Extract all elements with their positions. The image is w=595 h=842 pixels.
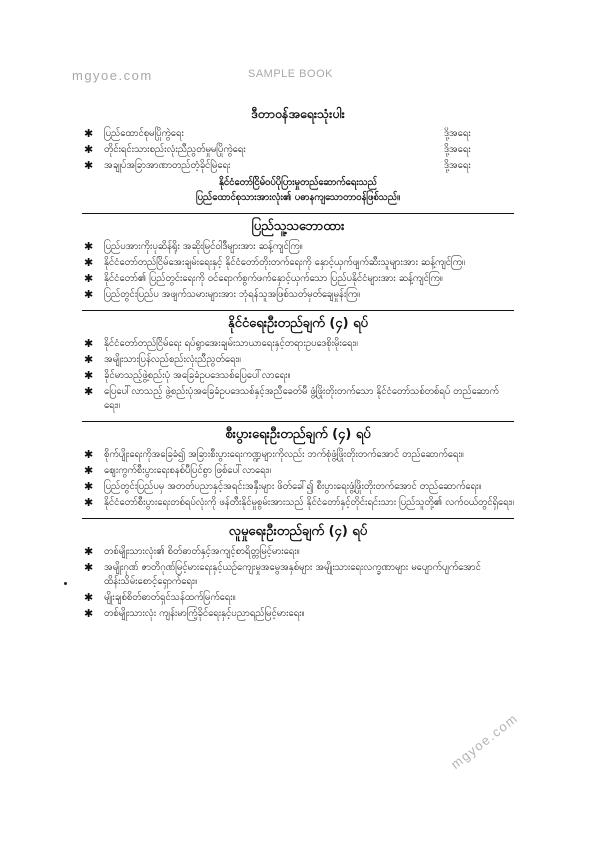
item-text: နိုင်ငံတော်စီးပွားရေးတစ်ရပ်လုံးကို ဖန်တီးနိုင်မှုစွမ်းအားသည် နိုင်ငံတော်နှင့်တိုင်းရင်းသား ပြည်သူတို့၏ လက်ဝယ်တွင်ရှိရေး။: [104, 497, 514, 508]
list-item: [82, 464, 514, 478]
duty-note-line-1: နိုင်ငံတော်ငြိမ်ဝပ်ပိုပြားမှုတည်ဆောက်ရေးသည်: [219, 177, 377, 188]
item-text: ပြည်တွင်းပြည်ပမှ အတတ်ပညာနှင့်အရင်းအနှီးများ ဖိတ်ခေါ်၍ စီးပွားရေးဖွံ့ဖြိုးတိုးတက်အောင် တည်ဆောက်ရေး။: [104, 481, 482, 492]
political-objectives-list: [82, 337, 514, 413]
list-item: [82, 545, 514, 559]
list-item: [82, 272, 514, 286]
item-text: မျိုးချစ်စိတ်ဓာတ်ရှင်သန်ထက်မြက်ရေး။: [104, 592, 236, 603]
stray-dot-mark: [64, 582, 67, 585]
item-text: ပြည်တွင်းပြည်ပ အဖျက်သမားများအား ဘုံရန်သူအဖြစ်သတ်မှတ်ချေမှုန်းကြ။: [104, 289, 361, 300]
item-text: တစ်မျိုးသားလုံး၏ စိတ်ဓာတ်နှင့်အကျင့်စာရိတ္တမြင့်မားရေး။: [104, 546, 300, 557]
list-item: [82, 143, 514, 157]
list-item: [82, 288, 514, 302]
list-item: [82, 369, 514, 383]
item-text: ဈေးကွက်စီးပွားရေးစနစ်ပီပြင်စွာ ဖြစ်ပေါ်လာရေး။: [104, 465, 271, 476]
watermark-site: mgyoe.com: [72, 68, 153, 83]
item-text: ခိုင်မာသည့်ဖွဲ့စည်းပုံ အခြေခံဥပဒေသစ်ပြေပေါ်လာရေး။: [104, 370, 291, 381]
asterisk-bullet-icon: ✱: [84, 127, 94, 140]
asterisk-bullet-icon: ✱: [84, 337, 94, 350]
asterisk-bullet-icon: ✱: [84, 143, 94, 156]
asterisk-bullet-icon: ✱: [84, 607, 94, 620]
list-item: [82, 448, 514, 462]
item-text: ပြေပေါ်လာသည့် ဖွဲ့စည်းပုံအခြေခံဥပဒေသစ်နှင့်အညီခေတ်မီ ဖွံ့ဖြိုးတိုးတက်သော နိုင်ငံတော်သစ်တစ်ရပ် တည်ဆောက်ရေး။: [104, 386, 499, 411]
page-content: [82, 104, 514, 623]
item-text: နိုင်ငံတော်တည်ငြိမ်အေးချမ်းရေးနှင့် နိုင်ငံတော်တိုးတက်ရေးကို နှောင့်ယှက်ဖျက်ဆီးသူများအား ဆန့်ကျင်ကြ။: [104, 257, 465, 268]
item-text: တစ်မျိုးသားလုံး ကျန်းမာကြံ့ခိုင်ရေးနှင့်ပညာရည်မြင့်မားရေး။: [104, 608, 305, 619]
list-item: [82, 256, 514, 270]
watermark-sample-book: SAMPLE BOOK: [248, 68, 333, 80]
item-text: ပြည်ပအားကိုးပုဆိန်ရိုး အဆိုးမြင်ဝါဒီများအား ဆန့်ကျင်ကြ။: [104, 241, 303, 252]
list-item: [82, 385, 514, 413]
section-title-political-objectives: နိုင်ငံရေးဦးတည်ချက် (၄) ရပ်: [82, 310, 514, 334]
section-title-public-opinion: ပြည်သူ့သဘောထား: [82, 213, 514, 237]
list-item: [82, 240, 514, 254]
item-tag: ဒို့အရေး: [444, 128, 471, 139]
item-text: အမျိုးသားပြန်လည်စည်းလုံးညီညွတ်ရေး။: [104, 354, 241, 365]
list-item: [82, 607, 514, 621]
asterisk-bullet-icon: ✱: [84, 272, 94, 285]
item-tag: ဒို့အရေး: [444, 144, 471, 155]
list-item: [82, 127, 514, 141]
list-item: [82, 480, 514, 494]
asterisk-bullet-icon: ✱: [84, 159, 94, 172]
asterisk-bullet-icon: ✱: [84, 256, 94, 269]
asterisk-bullet-icon: ✱: [84, 561, 94, 574]
asterisk-bullet-icon: ✱: [84, 353, 94, 366]
asterisk-bullet-icon: ✱: [84, 480, 94, 493]
list-item: [82, 159, 514, 173]
asterisk-bullet-icon: ✱: [84, 545, 94, 558]
asterisk-bullet-icon: ✱: [84, 496, 94, 509]
item-tag: ဒို့အရေး: [444, 160, 471, 171]
asterisk-bullet-icon: ✱: [84, 288, 94, 301]
asterisk-bullet-icon: ✱: [84, 591, 94, 604]
three-duties-list: [82, 127, 514, 173]
section-title-three-duties: ဒီတာဝန်အရေးသုံးပါး: [251, 106, 345, 121]
social-objectives-list: [82, 545, 514, 621]
public-opinion-list: [82, 240, 514, 302]
list-item: [82, 496, 514, 510]
asterisk-bullet-icon: ✱: [84, 240, 94, 253]
watermark-diagonal: mgyoe.com: [448, 710, 521, 772]
asterisk-bullet-icon: ✱: [84, 464, 94, 477]
section-title-economic-objectives: စီးပွားရေးဦးတည်ချက် (၄) ရပ်: [82, 421, 514, 445]
list-item: [82, 561, 514, 589]
item-text: အချုပ်အခြာအာဏာတည်တံ့ခိုင်မြဲရေး: [104, 160, 231, 171]
list-item: [82, 353, 514, 367]
item-text: ပြည်ထောင်စုမပြိုကွဲရေး: [104, 128, 184, 139]
asterisk-bullet-icon: ✱: [84, 448, 94, 461]
asterisk-bullet-icon: ✱: [84, 369, 94, 382]
item-text: နိုင်ငံတော်တည်ငြိမ်ရေး ရပ်ရွာအေးချမ်းသာယာရေးနှင့်တရားဥပဒေစိုးမိုးရေး။: [104, 338, 358, 349]
asterisk-bullet-icon: ✱: [84, 385, 94, 398]
list-item: [82, 337, 514, 351]
item-text: စိုက်ပျိုးရေးကိုအခြေခံ၍ အခြားစီးပွားရေးကဏ္ဍများကိုလည်း ဘက်စုံဖွံ့ဖြိုးတိုးတက်အောင် တည်ဆောက်ရေး။: [104, 449, 464, 460]
list-item: [82, 591, 514, 605]
economic-objectives-list: [82, 448, 514, 510]
item-text: အမျိုးဂုဏ် ဇာတိဂုဏ်မြင့်မားရေးနှင့်ယဉ်ကျေးမှုအမွေအနှစ်များ အမျိုးသားရေးလက္ခဏာများ မပျောက်ပျက်အောင် ထိန်းသိမ်းစောင့်ရှောက်ရေး။: [104, 562, 481, 587]
section-title-social-objectives: လူမှုရေးဦးတည်ချက် (၄) ရပ်: [82, 518, 514, 542]
duty-note-line-2: ပြည်ထောင်စုသားအားလုံး၏ ပဓာနကျသောတာဝန်ဖြစ်သည်။: [196, 192, 400, 203]
item-text: တိုင်းရင်းသားစည်းလုံးညီညွတ်မှုမပြိုကွဲရေး: [104, 144, 246, 155]
item-text: နိုင်ငံတော်၏ ပြည်တွင်းရေးကို ဝင်ရောက်စွက်ဖက်နှောင့်ယှက်သော ပြည်ပနိုင်ငံများအား ဆန့်ကျင်ကြ။: [104, 273, 443, 284]
